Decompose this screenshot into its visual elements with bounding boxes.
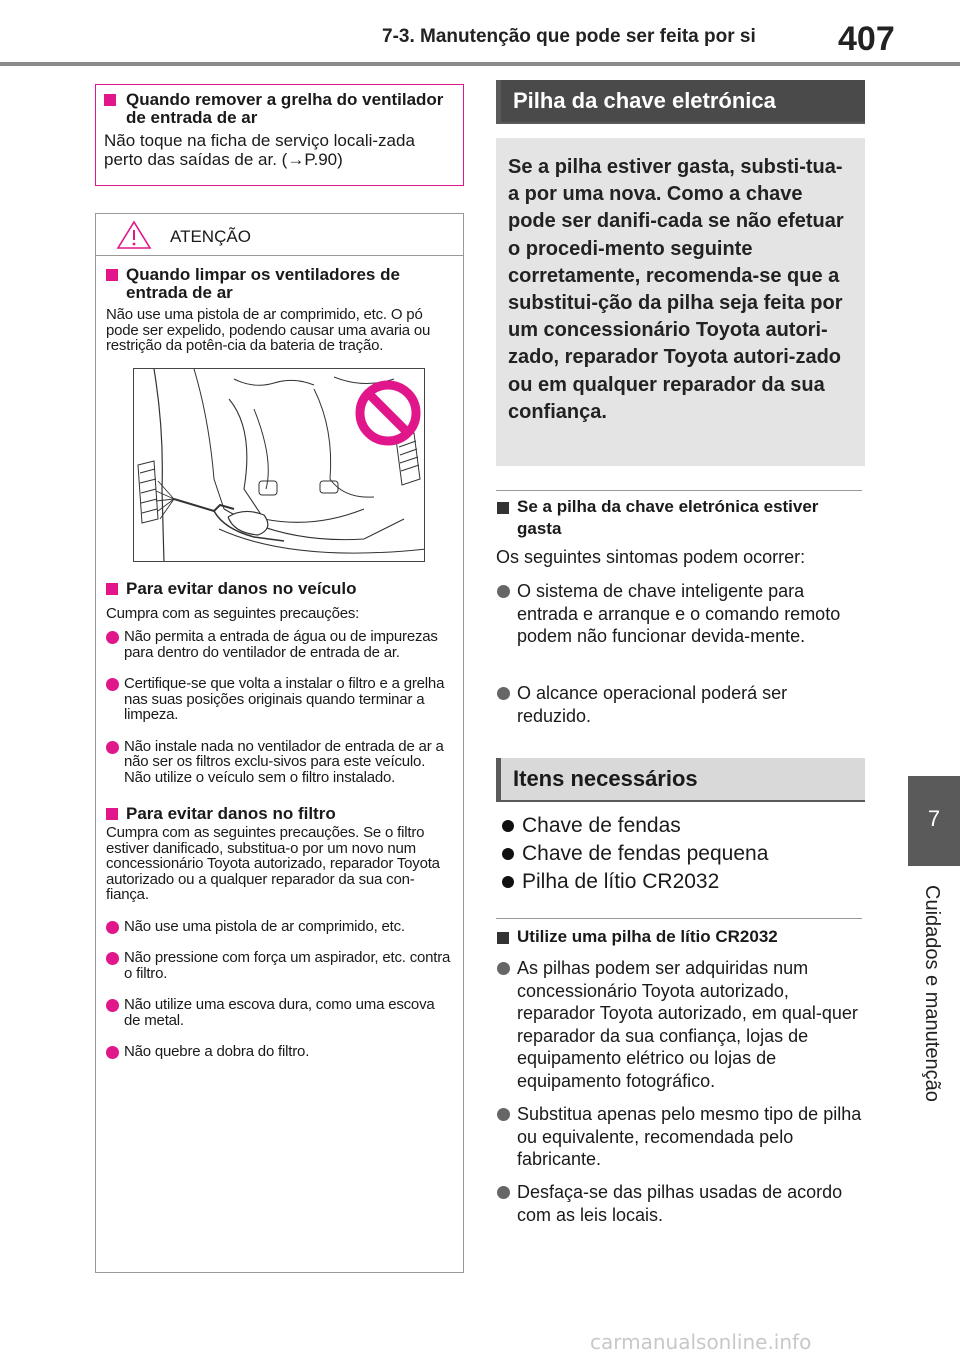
- section-title-battery: Pilha da chave eletrónica: [496, 80, 865, 124]
- square-bullet-icon: [106, 808, 118, 820]
- bullet-dot-icon: [497, 1108, 510, 1121]
- chapter-title: Cuidados e manutenção: [921, 885, 943, 1102]
- list-item-text: Certifique-se que volta a instalar o filtro e a grelha nas suas posições originais quando terminar a limpeza.: [124, 675, 445, 723]
- note-box: [95, 84, 464, 186]
- header-rule: [0, 62, 960, 66]
- chapter-tab: [908, 776, 960, 866]
- bullet-dot-icon: [106, 678, 119, 691]
- bullet-dot-icon: [106, 952, 119, 965]
- warning-heading-filter: [106, 805, 451, 823]
- warning-intro-filter: Cumpra com as seguintes precauções. Se o filtro estiver danificado, substitua-o por um novo num concessionário Toyota autorizado, reparador Toyota autorizado ou a qualquer reparador da sua con-fiança.: [106, 824, 440, 903]
- section-title: 7-3. Manutenção que pode ser feita por si: [382, 26, 756, 47]
- page-number: 407: [838, 20, 895, 58]
- square-bullet-icon: [106, 269, 118, 281]
- note-text: Não toque na ficha de serviço locali-zada perto das saídas de ar. (→P.90): [104, 131, 415, 169]
- warning-intro-vehicle: Cumpra com as seguintes precauções:: [106, 604, 360, 622]
- heading-text: Para evitar danos no filtro: [126, 804, 336, 823]
- heading-text: Utilize uma pilha de lítio CR2032: [517, 927, 778, 946]
- chapter-number: 7: [927, 806, 941, 831]
- air-vent-cleaning-illustration: [133, 368, 425, 562]
- list-item-text: Não permita a entrada de água ou de impurezas para dentro do ventilador de entrada de ar.: [124, 628, 438, 661]
- list-item: [497, 580, 863, 648]
- list-item: [106, 1044, 451, 1060]
- bullet-dot-icon: [106, 999, 119, 1012]
- warning-heading-cleaning: [106, 266, 451, 302]
- square-bullet-icon: [106, 583, 118, 595]
- bullet-dot-icon: [497, 687, 510, 700]
- bullet-dot-icon: [106, 1046, 119, 1059]
- list-item-text: Não instale nada no ventilador de entrada de ar a não ser os filtros exclu-sivos para este veículo. Não utilize o veículo sem o filtro instalado.: [124, 737, 444, 786]
- divider: [496, 918, 862, 919]
- square-bullet-icon: [497, 502, 509, 514]
- bullet-dot-icon: [106, 921, 119, 934]
- list-item-text: Não utilize uma escova dura, como uma escova de metal.: [124, 996, 435, 1029]
- list-item: [497, 1181, 863, 1226]
- bullet-dot-icon: [497, 962, 510, 975]
- bullet-dot-icon: [497, 585, 510, 598]
- list-item: [497, 1103, 863, 1171]
- bullet-dot-icon: [106, 631, 119, 644]
- square-bullet-icon: [497, 932, 509, 944]
- list-item: [106, 997, 451, 1028]
- bullet-dot-icon: [497, 1186, 510, 1199]
- list-item: [106, 919, 451, 935]
- heading-text: Quando limpar os ventiladores de entrada de ar: [126, 265, 400, 302]
- list-item: [106, 739, 451, 786]
- dead-battery-text: Os seguintes sintomas podem ocorrer:: [496, 547, 806, 567]
- dead-battery-heading: [497, 496, 857, 540]
- bullet-dot-icon: [106, 741, 119, 754]
- list-item: [106, 950, 451, 981]
- warning-heading-vehicle: [106, 580, 451, 598]
- list-item-text: O alcance operacional poderá ser reduzido.: [517, 683, 788, 726]
- note-heading-text: Quando remover a grelha do ventilador de entrada de ar: [126, 90, 444, 127]
- list-item-text: O sistema de chave inteligente para entrada e arranque e o comando remoto podem não funcionar devida-mente.: [517, 581, 841, 646]
- battery-intro-box: Se a pilha estiver gasta, substi-tua-a por uma nova. Como a chave pode ser danifi-cada se não efetuar o procedi-mento seguinte corretamente, recomenda-se que a substitui-ção da pilha seja feita por um concessionário Toyota autori-zado, reparador Toyota autori-zado ou em qualquer reparador da sua confiança.: [496, 138, 865, 466]
- list-item-text: Não pressione com força um aspirador, etc. contra o filtro.: [124, 949, 451, 982]
- list-item-text: Substitua apenas pelo mesmo tipo de pilha ou equivalente, recomendada pelo fabricante.: [517, 1104, 862, 1169]
- warning-box: [95, 213, 464, 1273]
- list-item-text: Desfaça-se das pilhas usadas de acordo com as leis locais.: [517, 1182, 843, 1225]
- required-item: Chave de fendas pequena: [502, 841, 768, 867]
- warning-header: [96, 214, 463, 256]
- list-item-text: Não quebre a dobra do filtro.: [124, 1043, 310, 1060]
- list-item-text: As pilhas podem ser adquiridas num concessionário Toyota autorizado, reparador Toyota autorizado, em qual-quer reparador da sua confiança, lojas de equipamento elétrico ou lojas de equipamento fotográfico.: [517, 958, 858, 1091]
- warning-text-cleaning: Não use uma pistola de ar comprimido, etc. O pó pode ser expelido, podendo causar uma avaria ou restrição da potên-cia da bateria de tração.: [106, 306, 431, 354]
- square-bullet-icon: [104, 94, 116, 106]
- heading-text: Para evitar danos no veículo: [126, 578, 357, 598]
- divider: [496, 490, 862, 491]
- list-item-text: Não use uma pistola de ar comprimido, etc.: [124, 917, 405, 935]
- use-battery-heading: [497, 926, 857, 948]
- list-item: [106, 629, 451, 660]
- list-item: [497, 957, 863, 1092]
- note-heading: [104, 91, 455, 127]
- list-item: [497, 682, 863, 727]
- section-title-required-items: Itens necessários: [496, 758, 865, 802]
- warning-triangle-icon: [116, 220, 152, 250]
- chapter-title-vertical: [921, 885, 945, 1145]
- required-item: Pilha de lítio CR2032: [502, 869, 719, 895]
- list-item: [106, 676, 451, 723]
- warning-label: ATENÇÃO: [170, 227, 251, 246]
- required-item: Chave de fendas: [502, 813, 681, 839]
- watermark: carmanualsonline.info: [590, 1330, 812, 1354]
- heading-text: Se a pilha da chave eletrónica estiver gasta: [517, 497, 819, 538]
